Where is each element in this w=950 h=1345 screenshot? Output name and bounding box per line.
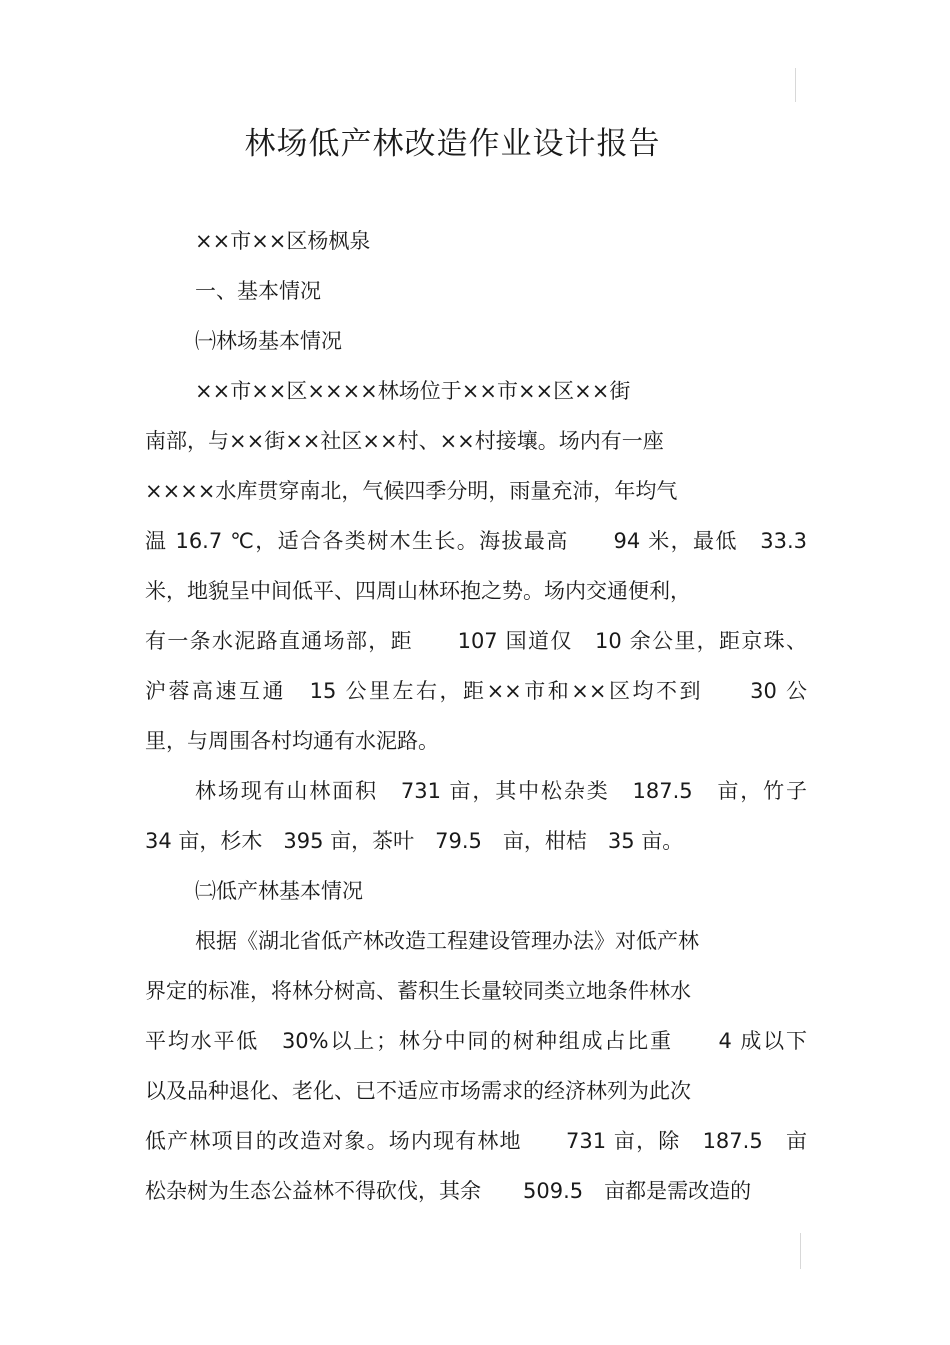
paragraph-line: 温 16.7 ℃，适合各类树木生长。海拔最高 94 米，最低 33.3 xyxy=(145,529,807,553)
paragraph-line: 南部，与××街××社区××村、××村接壤。场内有一座 xyxy=(145,429,664,453)
page-corner-mark-bottom xyxy=(800,1233,801,1269)
page-corner-mark-top xyxy=(795,68,796,102)
paragraph-line: 里，与周围各村均通有水泥路。 xyxy=(145,729,439,753)
paragraph-line: 界定的标准，将林分树高、蓄积生长量较同类立地条件林水 xyxy=(145,979,691,1003)
paragraph-line: 林场现有山林面积 731 亩，其中松杂类 187.5 亩，竹子 xyxy=(195,779,807,803)
paragraph-line: 以及品种退化、老化、已不适应市场需求的经济林列为此次 xyxy=(145,1079,691,1103)
section-heading: 一、基本情况 xyxy=(195,279,321,303)
subsection-heading: ㈠林场基本情况 xyxy=(195,329,342,353)
paragraph-line: 松杂树为生态公益林不得砍伐，其余 509.5 亩都是需改造的 xyxy=(145,1179,752,1203)
paragraph-line: 沪蓉高速互通 15 公里左右，距××市和××区均不到 30 公 xyxy=(145,679,807,703)
author-line: ××市××区杨枫泉 xyxy=(195,229,371,253)
paragraph-line: ××××水库贯穿南北，气候四季分明，雨量充沛，年均气 xyxy=(145,479,678,503)
paragraph-line: 米，地貌呈中间低平、四周山林环抱之势。场内交通便利， xyxy=(145,579,691,603)
paragraph-line: 平均水平低 30%以上；林分中同的树种组成占比重 4 成以下 xyxy=(145,1029,807,1053)
document-body xyxy=(145,216,807,1216)
paragraph-line: ××市××区××××林场位于××市××区××街 xyxy=(195,379,631,403)
paragraph-line: 34 亩，杉木 395 亩，茶叶 79.5 亩，柑桔 35 亩。 xyxy=(145,829,684,853)
document-title: 林场低产林改造作业设计报告 xyxy=(244,126,661,162)
subsection-heading: ㈡低产林基本情况 xyxy=(195,879,363,903)
paragraph-line: 低产林项目的改造对象。场内现有林地 731 亩，除 187.5 亩 xyxy=(145,1129,807,1153)
paragraph-line: 有一条水泥路直通场部，距 107 国道仅 10 余公里，距京珠、 xyxy=(145,629,807,653)
paragraph-line: 根据《湖北省低产林改造工程建设管理办法》对低产林 xyxy=(195,929,699,953)
